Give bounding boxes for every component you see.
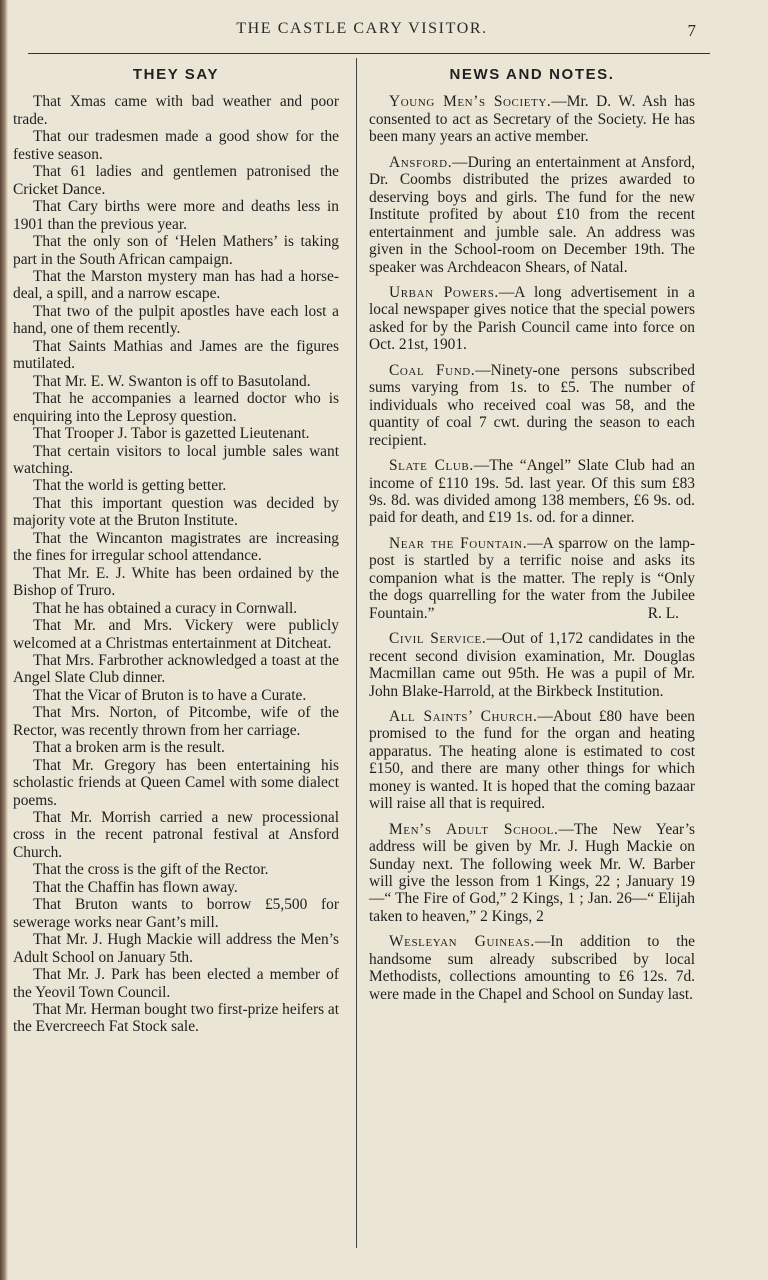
they-say-item: That 61 ladies and gentlemen patronised the Cricket Dance. [13, 163, 339, 198]
they-say-item: That Mrs. Farbrother acknowledged a toast at the Angel Slate Club dinner. [13, 651, 339, 687]
news-note-text: —Mr. D. W. Ash has consented to act as Secretary of the Society. He has been many years an active member. [369, 93, 695, 146]
news-note [369, 630, 695, 700]
news-note-heading: Wesleyan Guineas. [389, 933, 535, 951]
news-note [369, 362, 695, 449]
page-number: 7 [687, 21, 696, 40]
they-say-item: That the cross is the gift of the Rector. [33, 861, 269, 879]
they-say-item: That Mrs. Norton, of Pitcombe, wife of the Rector, was recently thrown from her carriage. [13, 704, 339, 739]
news-note-text: —About £80 have been promised to the fund for the organ and heating apparatus. The heating alone is estimated to cost £150, and there are many other things for which money is wanted. It is hoped that the coming bazaar will raise all that is required. [369, 707, 695, 813]
news-and-notes-column [369, 66, 695, 1011]
they-say-item: That the only son of ‘Helen Mathers’ is taking part in the South African campaign. [13, 233, 339, 268]
they-say-item: That certain visitors to local jumble sales want watching. [13, 442, 339, 477]
they-say-item: That Mr. Morrish carried a new processional cross in the recent patronal festival at Ansford Church. [13, 809, 339, 861]
they-say-item: That Mr. Gregory has been entertaining his scholastic friends at Queen Camel with some dialect poems. [13, 756, 339, 809]
they-say-item: That Mr. J. Park has been elected a member of the Yeovil Town Council. [13, 966, 339, 1001]
news-note-text: —In addition to the handsome sum already subscribed by local Methodists, collections amounting to £6 12s. 7d. were made in the Chapel and School on Sunday last. [369, 933, 695, 1003]
news-note-text: —A long advertisement in a local newspaper gives notice that the special powers asked for by the Parish Council came into force on Oct. 21st, 1901. [369, 283, 695, 354]
they-say-item: That the Wincanton magistrates are increasing the fines for irregular school attendance. [13, 529, 339, 565]
they-say-item: That Mr. and Mrs. Vickery were publicly welcomed at a Christmas entertainment at Ditcheat. [13, 617, 339, 652]
news-note-heading: Young Men’s Society. [389, 93, 552, 111]
they-say-item: That the Marston mystery man has had a horse-deal, a spill, and a narrow escape. [13, 267, 339, 303]
news-note [369, 708, 695, 813]
news-note-heading: Men’s Adult School. [389, 820, 559, 838]
they-say-item: That the world is getting better. [33, 477, 227, 495]
news-note [369, 93, 695, 145]
they-say-item: That this important question was decided by majority vote at the Bruton Institute. [13, 494, 339, 530]
news-note-heading: Civil Service. [389, 630, 487, 648]
they-say-item: That he accompanies a learned doctor who is enquiring into the Leprosy question. [13, 390, 339, 425]
they-say-item: That two of the pulpit apostles have each lost a hand, one of them recently. [13, 302, 339, 338]
column-divider [356, 58, 357, 1248]
they-say-item: That Mr. J. Hugh Mackie will address the Men’s Adult School on January 5th. [13, 931, 339, 966]
they-say-item: That the Chaffin has flown away. [33, 878, 238, 896]
notes-list [369, 93, 695, 1003]
they-say-item: That Saints Mathias and James are the figures mutilated. [13, 337, 339, 373]
they-say-item: That Mr. Herman bought two first-prize heifers at the Evercreech Fat Stock sale. [13, 1001, 340, 1036]
running-head: THE CASTLE CARY VISITOR. [236, 20, 488, 37]
binding-shadow [0, 0, 8, 1280]
news-note-text: —A sparrow on the lamp-post is startled by a terrific noise and asks its companion what is the matter. The reply is “Only the dogs quarrelling for the water from the Jubilee Fountain.” [369, 534, 696, 622]
they-say-item: That Mr. E. W. Swanton is off to Basutoland. [33, 372, 311, 390]
news-note [369, 284, 695, 354]
news-note-heading: Coal Fund. [389, 361, 476, 379]
news-note [369, 535, 695, 622]
news-note [369, 154, 695, 276]
they-say-item: That Trooper J. Tabor is gazetted Lieutenant. [33, 425, 310, 443]
news-note-text: —During an entertainment at Ansford, Dr. Coombs distributed the prizes awarded to deserving boys and girls. The fund for the new Institute profited by about £10 from the recent entertainment and jumble sale. An address was given in the School-room on December 19th. The speaker was Archdeacon Shears, of Natal. [369, 153, 695, 276]
they-say-item: That Cary births were more and deaths less in 1901 than the previous year. [13, 198, 339, 233]
they-say-item: That our tradesmen made a good show for the festive season. [13, 128, 339, 163]
news-note-heading: All Saints’ Church. [389, 707, 538, 725]
news-note-heading: Near the Fountain. [389, 534, 528, 552]
they-say-item: That Bruton wants to borrow £5,500 for sewerage works near Gant’s mill. [13, 896, 339, 931]
news-note-text: —The New Year’s address will be given by Mr. J. Hugh Mackie on Sunday next. The following week Mr. W. Barber will give the lesson from 1 Kings, 22 ; January 19 —“ The Fire of God,” 2 Kings, 1 ; Jan. 26—“ Elijah taken to heaven,” 2 Kings, 2 [369, 820, 696, 925]
news-note-heading: Urban Powers. [389, 283, 499, 301]
news-note-text: —Ninety-one persons subscribed sums varying from 1s. to £5. The number of individuals who received coal was 58, and the quantity of coal 7 cwt. during the season to each recipient. [369, 361, 695, 449]
news-note-text: —Out of 1,172 candidates in the recent second division examination, Mr. Douglas Macmillan came out 95th. He was a pupil of Mr. John Blake-Harrold, at the Birkbeck Institution. [369, 630, 696, 700]
news-and-notes-heading: NEWS AND NOTES. [449, 66, 615, 83]
they-say-item: That a broken arm is the result. [33, 739, 225, 757]
they-say-item: That he has obtained a curacy in Cornwall. [33, 599, 298, 617]
news-note [369, 457, 695, 527]
news-note-signature: R. L. [647, 604, 679, 622]
they-say-item: That the Vicar of Bruton is to have a Curate. [33, 686, 307, 704]
they-say-item: That Xmas came with bad weather and poor trade. [13, 93, 339, 128]
news-note-text: —The “Angel” Slate Club had an income of £110 19s. 5d. last year. Of this sum £83 9s. 8d. was divided among 138 members, £6 9s. od. paid for death, and £19 1s. od. for a dinner. [369, 457, 695, 527]
news-note [369, 933, 695, 1003]
news-note-heading: Ansford. [389, 153, 453, 171]
news-note [369, 821, 695, 926]
they-say-item: That Mr. E. J. White has been ordained by the Bishop of Truro. [13, 564, 339, 600]
they-say-list [13, 93, 339, 1035]
they-say-heading: THEY SAY [132, 66, 220, 83]
they-say-column [13, 66, 339, 1036]
news-note-heading: Slate Club. [389, 457, 474, 475]
header-rule [28, 53, 710, 54]
